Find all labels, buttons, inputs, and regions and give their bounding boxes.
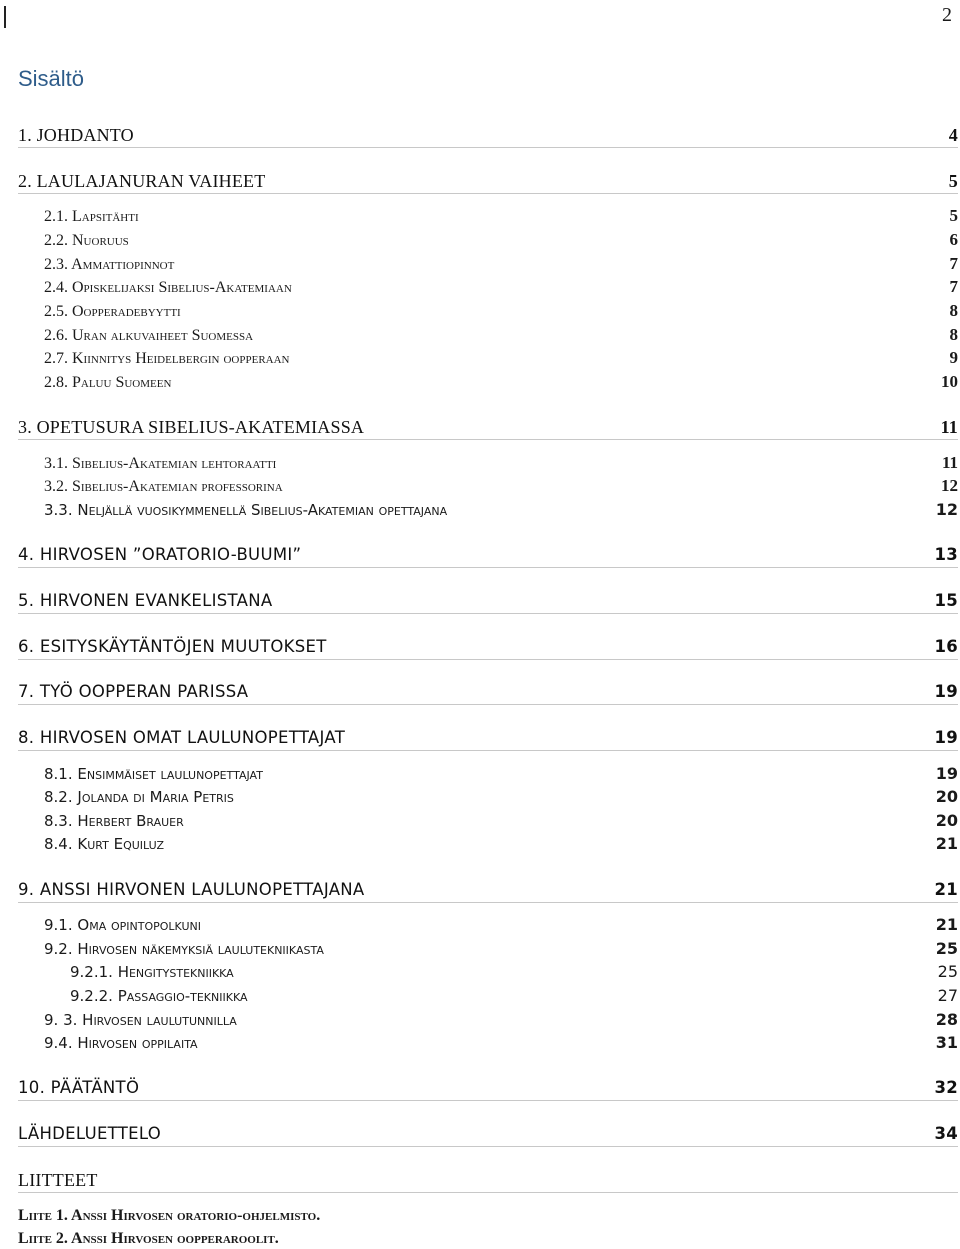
toc-entry-label: 7. TYÖ OOPPERAN PARISSA [18, 682, 249, 701]
toc-entry-8-3[interactable] [44, 811, 958, 833]
toc-entry-esityskaytannot[interactable] [18, 637, 958, 660]
toc-entry-label: 10. PÄÄTÄNTÖ [18, 1078, 140, 1097]
toc-entry-label: 9.1. Oma opintopolkuni [44, 916, 201, 934]
toc-entry-paatanto[interactable] [18, 1078, 958, 1101]
toc-entry-label: 2. LAULAJANURAN VAIHEET [18, 171, 266, 191]
toc-entry-page: 7 [949, 277, 958, 296]
toc-entry-page: 15 [934, 591, 958, 610]
toc-entry-label: 8.2. Jolanda di Maria Petris [44, 788, 234, 806]
toc-entry-2-6[interactable] [44, 325, 958, 347]
toc-entry-label: 2.7. Kiinnitys Heidelbergin oopperaan [44, 350, 290, 367]
toc-entry-label: 2.1. Lapsitähti [44, 208, 139, 225]
toc-entry-label: 6. ESITYSKÄYTÄNTÖJEN MUUTOKSET [18, 637, 327, 656]
toc-entry-page: 16 [934, 637, 958, 656]
toc-entry-2-8[interactable] [44, 372, 958, 394]
toc-entry-evankelistana[interactable] [18, 591, 958, 614]
toc-entry-page: 9 [949, 348, 958, 367]
toc-entry-page: 8 [949, 325, 958, 344]
toc-entry-9-1[interactable] [44, 915, 958, 937]
toc-entry-label: LÄHDELUETTELO [18, 1124, 162, 1143]
toc-entry-page: 31 [935, 1033, 958, 1052]
toc-entry-page: 25 [935, 939, 958, 958]
toc-entry-page: 20 [935, 787, 958, 806]
toc-entry-page: 19 [934, 682, 958, 701]
toc-entry-3-2[interactable] [44, 476, 958, 498]
toc-entry-9-2-2[interactable] [70, 986, 958, 1008]
toc-entry-label: 9.4. Hirvosen oppilaita [44, 1034, 198, 1052]
appendix-2[interactable]: Liite 2. Anssi Hirvosen oopperaroolit. [18, 1230, 279, 1247]
toc-entry-2-2[interactable] [44, 230, 958, 252]
toc-entry-label: 1. JOHDANTO [18, 125, 134, 145]
toc-entry-8-1[interactable] [44, 764, 958, 786]
toc-entry-3-3[interactable] [44, 500, 958, 522]
appendix-1[interactable]: Liite 1. Anssi Hirvosen oratorio-ohjelmisto. [18, 1207, 321, 1224]
toc-entry-9-2-1[interactable] [70, 962, 958, 984]
toc-entry-8-4[interactable] [44, 834, 958, 856]
toc-entry-page: 32 [934, 1078, 958, 1097]
toc-entry-page: 34 [934, 1124, 958, 1143]
toc-entry-label: 2.6. Uran alkuvaiheet Suomessa [44, 327, 254, 344]
toc-entry-2-5[interactable] [44, 301, 958, 323]
toc-entry-johdanto[interactable] [18, 125, 958, 148]
toc-entry-label: 9.2.1. Hengitystekniikka [70, 963, 234, 981]
toc-entry-page: 4 [948, 125, 958, 145]
toc-entry-label: 2.2. Nuoruus [44, 232, 129, 249]
toc-entry-oratorio-buumi[interactable] [18, 545, 958, 568]
toc-entry-page: 12 [941, 476, 958, 495]
toc-entry-page: 10 [941, 372, 958, 391]
toc-entry-opetusura[interactable] [18, 417, 958, 440]
toc-entry-page: 5 [949, 206, 958, 225]
toc-entry-page: 21 [934, 880, 958, 899]
toc-entry-page: 12 [935, 500, 958, 519]
toc-entry-label: 8.1. Ensimmäiset laulunopettajat [44, 765, 263, 783]
page-number: 2 [942, 4, 952, 26]
toc-entry-page: 7 [949, 254, 958, 273]
toc-entry-page: 11 [941, 453, 958, 472]
toc-entry-label: 3. OPETUSURA SIBELIUS-AKATEMIASSA [18, 417, 365, 437]
toc-entry-label: 5. HIRVONEN EVANKELISTANA [18, 591, 273, 610]
toc-entry-omat-laulunopettajat[interactable] [18, 728, 958, 751]
toc-entry-laulunopettajana[interactable] [18, 880, 958, 903]
toc-entry-8-2[interactable] [44, 787, 958, 809]
toc-entry-2-1[interactable] [44, 206, 958, 228]
toc-entry-page: 19 [934, 728, 958, 747]
toc-entry-9-4[interactable] [44, 1033, 958, 1055]
text-cursor [4, 6, 6, 28]
toc-entry-2-4[interactable] [44, 277, 958, 299]
toc-entry-label: 9.2.2. Passaggio-tekniikka [70, 987, 248, 1005]
toc-entry-label: 9. 3. Hirvosen laulutunnilla [44, 1011, 237, 1029]
toc-entry-9-3[interactable] [44, 1010, 958, 1032]
toc-entry-page: 5 [948, 171, 958, 191]
toc-entry-page: 21 [935, 834, 958, 853]
toc-entry-page: 8 [949, 301, 958, 320]
toc-entry-laulajanuran-vaiheet[interactable] [18, 171, 958, 194]
toc-entry-label: 8.4. Kurt Equiluz [44, 835, 165, 853]
toc-entry-9-2[interactable] [44, 939, 958, 961]
toc-entry-label: 3.3. Neljällä vuosikymmenellä Sibelius-Akatemian opettajana [44, 501, 448, 519]
toc-entry-lahdeluettelo[interactable] [18, 1124, 958, 1147]
toc-entry-label: LIITTEET [18, 1170, 98, 1190]
toc-entry-page: 20 [935, 811, 958, 830]
toc-entry-oopperan-parissa[interactable] [18, 682, 958, 705]
toc-entry-label: 2.8. Paluu Suomeen [44, 374, 172, 391]
toc-entry-2-3[interactable] [44, 254, 958, 276]
toc-entry-3-1[interactable] [44, 453, 958, 475]
toc-entry-page: 19 [935, 764, 958, 783]
toc-entry-page: 27 [937, 986, 958, 1005]
toc-entry-label: 3.1. Sibelius-Akatemian lehtoraatti [44, 455, 277, 472]
toc-entry-label: 8.3. Herbert Brauer [44, 812, 184, 830]
toc-entry-page: 13 [934, 545, 958, 564]
toc-entry-page: 25 [937, 962, 958, 981]
toc-entry-label: 3.2. Sibelius-Akatemian professorina [44, 478, 283, 495]
toc-entry-label: 2.4. Opiskelijaksi Sibelius-Akatemiaan [44, 279, 292, 296]
toc-entry-label: 9. ANSSI HIRVONEN LAULUNOPETTAJANA [18, 880, 365, 899]
toc-entry-2-7[interactable] [44, 348, 958, 370]
toc-title: Sisältö [18, 66, 85, 91]
toc-entry-label: 2.5. Oopperadebyytti [44, 303, 181, 320]
toc-entry-label: 8. HIRVOSEN OMAT LAULUNOPETTAJAT [18, 728, 346, 747]
toc-entry-page: 6 [949, 230, 958, 249]
toc-entry-page: 28 [935, 1010, 958, 1029]
toc-entry-page: 21 [935, 915, 958, 934]
toc-entry-page: 11 [940, 417, 958, 437]
toc-entry-label: 4. HIRVOSEN ”ORATORIO-BUUMI” [18, 545, 302, 564]
toc-entry-label: 2.3. Ammattiopinnot [44, 256, 175, 273]
toc-entry-liitteet[interactable] [18, 1170, 958, 1193]
toc-entry-label: 9.2. Hirvosen näkemyksiä laulutekniikasta [44, 940, 324, 958]
